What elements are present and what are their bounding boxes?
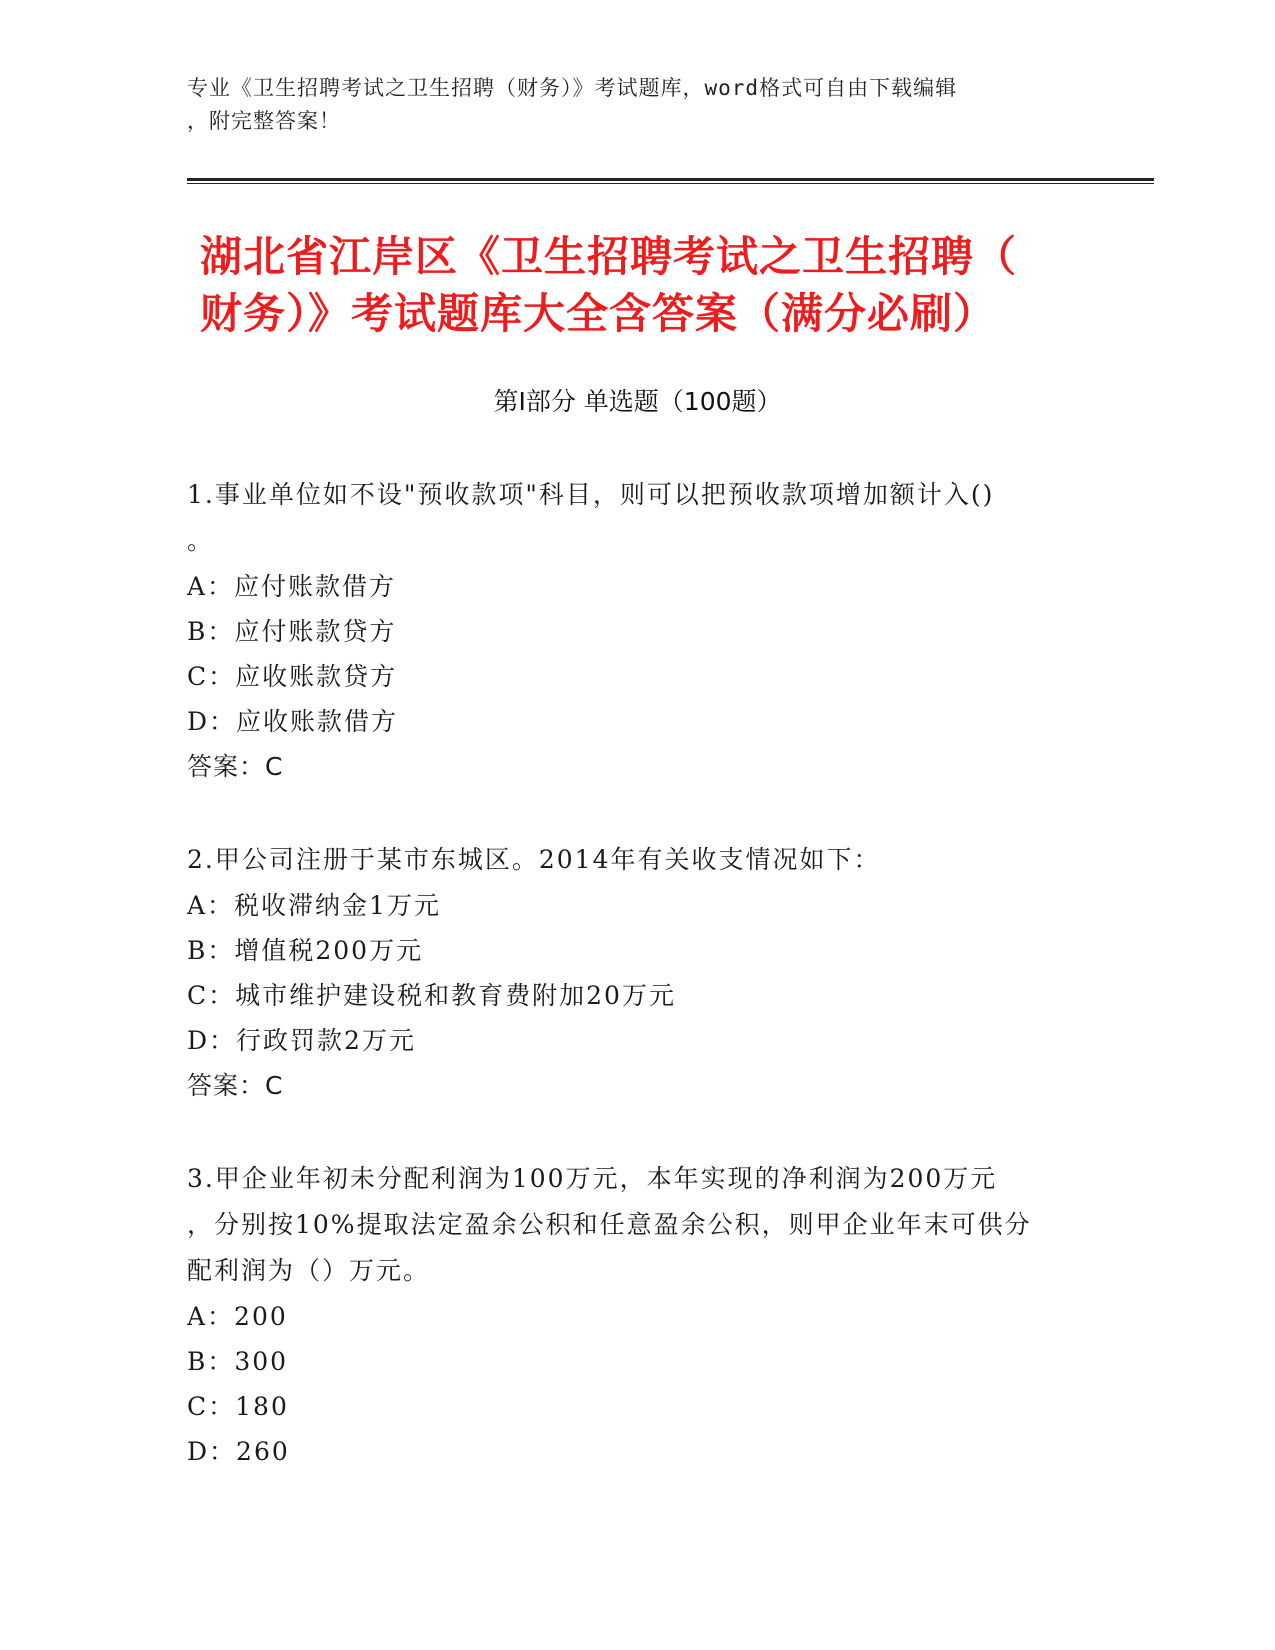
question-2-option-b: B：增值税200万元 <box>187 936 424 965</box>
header-note-line-1: 专业《卫生招聘考试之卫生招聘（财务）》考试题库，word格式可自由下载编辑 <box>187 76 958 100</box>
question-1-stem-line-1: 1.事业单位如不设"预收款项"科目，则可以把预收款项增加额计入() <box>187 480 995 509</box>
header-divider-thin <box>187 183 1154 184</box>
header-divider-thick <box>187 178 1154 181</box>
question-2-stem <box>187 837 1087 883</box>
question-3-option-a: A：200 <box>187 1302 288 1331</box>
document-title-line-2: 财务）》考试题库大全含答案（满分必刷） <box>200 289 997 338</box>
question-2-option-a: A：税收滞纳金1万元 <box>187 891 441 920</box>
question-1-option-b: B：应付账款贷方 <box>187 617 397 646</box>
question-2 <box>187 837 1087 1109</box>
question-2-option-d: D：行政罚款2万元 <box>187 1026 416 1055</box>
question-3 <box>187 1156 1087 1474</box>
question-1-answer: 答案：C <box>187 752 284 781</box>
question-3-stem-line-1: 3.甲企业年初未分配利润为100万元，本年实现的净利润为200万元 <box>187 1164 998 1193</box>
question-3-option-b: B：300 <box>187 1347 289 1376</box>
question-3-stem-line-3: 配利润为（）万元。 <box>187 1256 431 1285</box>
question-1-stem-line-2: 。 <box>187 526 215 555</box>
document-title-line-1: 湖北省江岸区《卫生招聘考试之卫生招聘（ <box>200 232 1018 281</box>
header-note <box>187 72 1087 138</box>
question-1-option-c: C：应收账款贷方 <box>187 662 398 691</box>
question-2-stem-line-1: 2.甲公司注册于某市东城区。2014年有关收支情况如下： <box>187 845 881 874</box>
question-3-option-d: D：260 <box>187 1437 290 1466</box>
question-1-option-a: A：应付账款借方 <box>187 572 397 601</box>
question-2-option-c: C：城市维护建设税和教育费附加20万元 <box>187 981 676 1010</box>
header-note-line-2: ，附完整答案！ <box>187 109 341 133</box>
question-3-stem <box>187 1156 1087 1294</box>
question-1 <box>187 472 1087 790</box>
question-1-option-d: D：应收账款借方 <box>187 707 399 736</box>
question-3-option-c: C：180 <box>187 1392 289 1421</box>
question-2-answer: 答案：C <box>187 1071 284 1100</box>
question-1-stem <box>187 472 1087 564</box>
document-title <box>200 228 1100 342</box>
section-heading: 第Ⅰ部分 单选题（100题） <box>493 387 782 416</box>
question-3-stem-line-2: ，分别按10%提取法定盈余公积和任意盈余公积，则甲企业年末可供分 <box>187 1210 1032 1239</box>
